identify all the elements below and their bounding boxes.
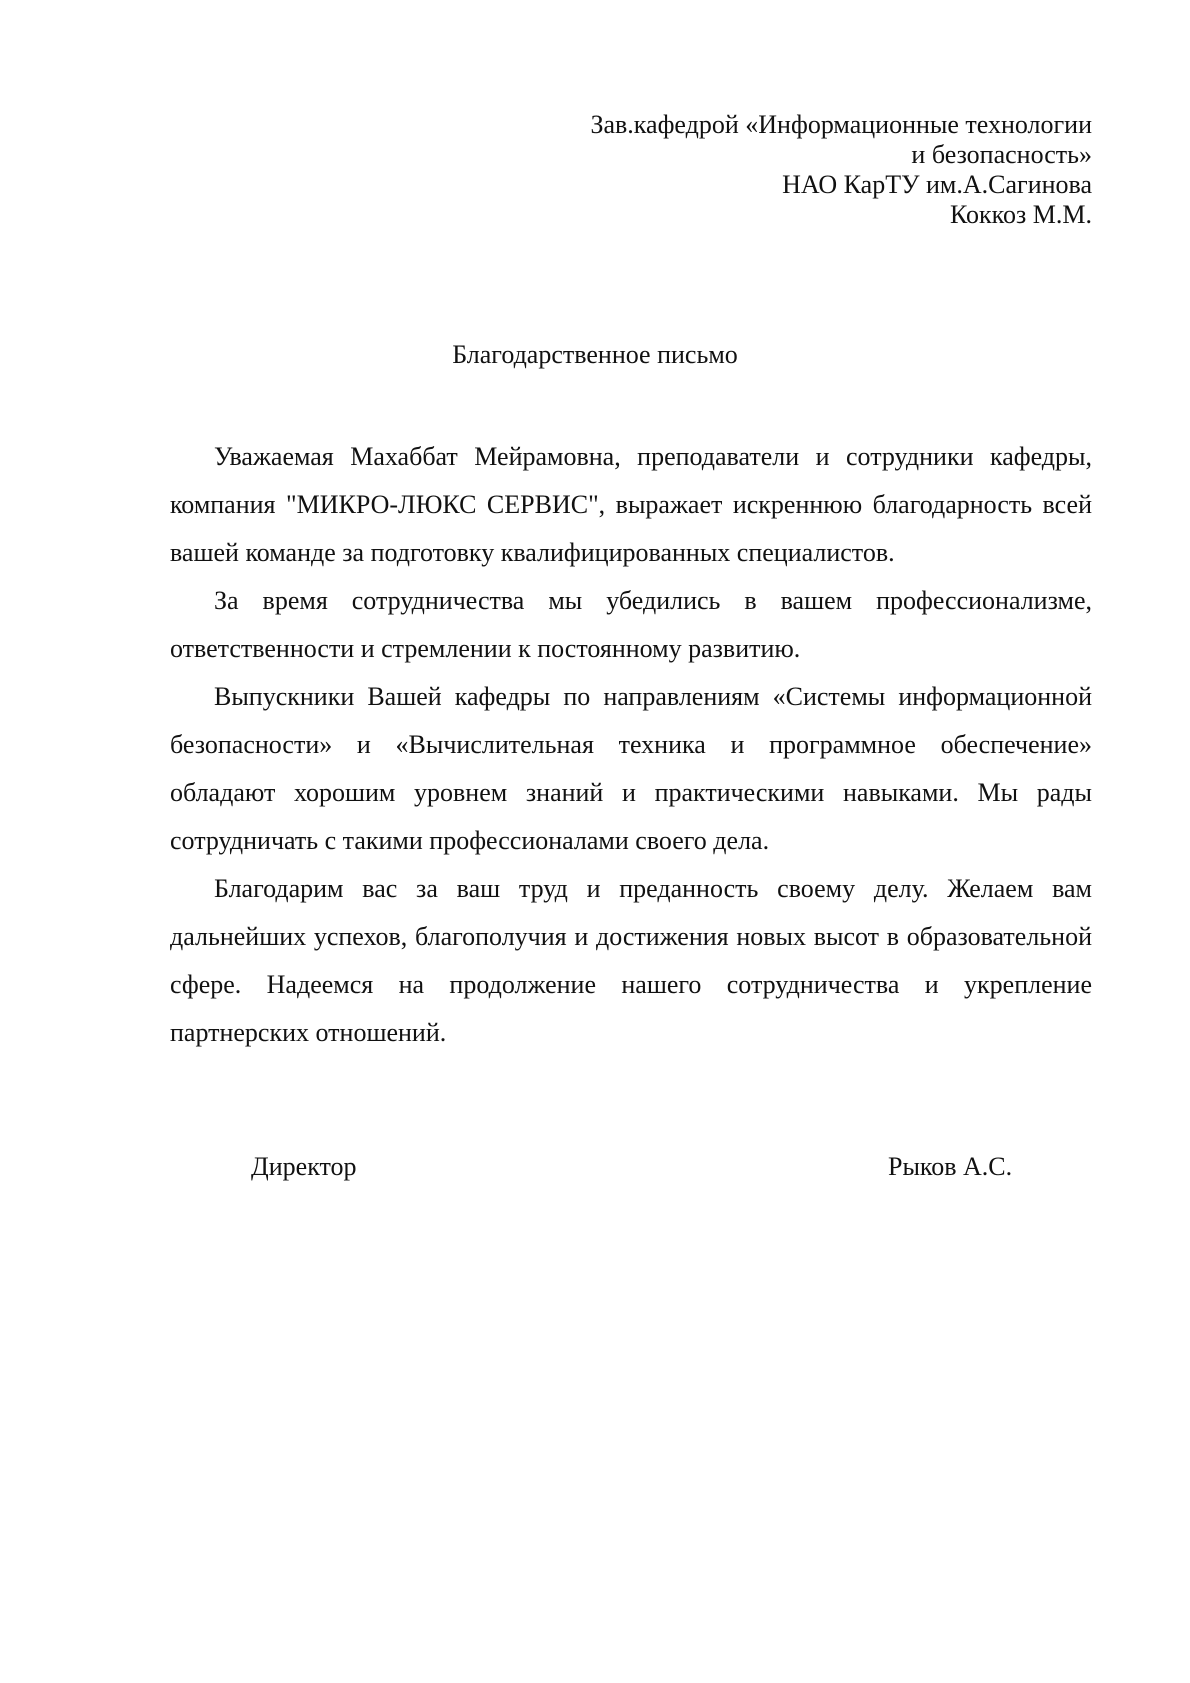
addressee-block <box>590 110 1092 230</box>
body-paragraph: За время сотрудничества мы убедились в вашем профессионализме, ответственности и стремлении к постоянному развитию. <box>170 586 1092 663</box>
signature-role: Директор <box>251 1152 357 1181</box>
letter-title: Благодарственное письмо <box>452 340 738 369</box>
addressee-line: НАО КарТУ им.А.Сагинова <box>782 170 1092 199</box>
body-paragraph: Благодарим вас за ваш труд и преданность своему делу. Желаем вам дальнейших успехов, благополучия и достижения новых высот в образовательной сфере. Надеемся на продолжение нашего сотрудничества и укрепление партнерских отношений. <box>170 874 1092 1047</box>
letter-body <box>170 433 1092 1057</box>
body-paragraph: Выпускники Вашей кафедры по направлениям «Системы информационной безопасности» и «Вычислительная техника и программное обеспечение» обладают хорошим уровнем знаний и практическими навыками. Мы рады сотрудничать с такими профессионалами своего дела. <box>170 682 1092 855</box>
signature-name: Рыков А.С. <box>888 1152 1013 1181</box>
body-paragraph: Уважаемая Махаббат Мейрамовна, преподаватели и сотрудники кафедры, компания "МИКРО-ЛЮКС СЕРВИС", выражает искреннюю благодарность всей вашей команде за подготовку квалифицированных специалистов. <box>170 442 1092 567</box>
addressee-line: и безопасность» <box>911 140 1092 169</box>
addressee-line: Коккоз М.М. <box>950 200 1092 229</box>
addressee-line: Зав.кафедрой «Информационные технологии <box>590 110 1092 139</box>
